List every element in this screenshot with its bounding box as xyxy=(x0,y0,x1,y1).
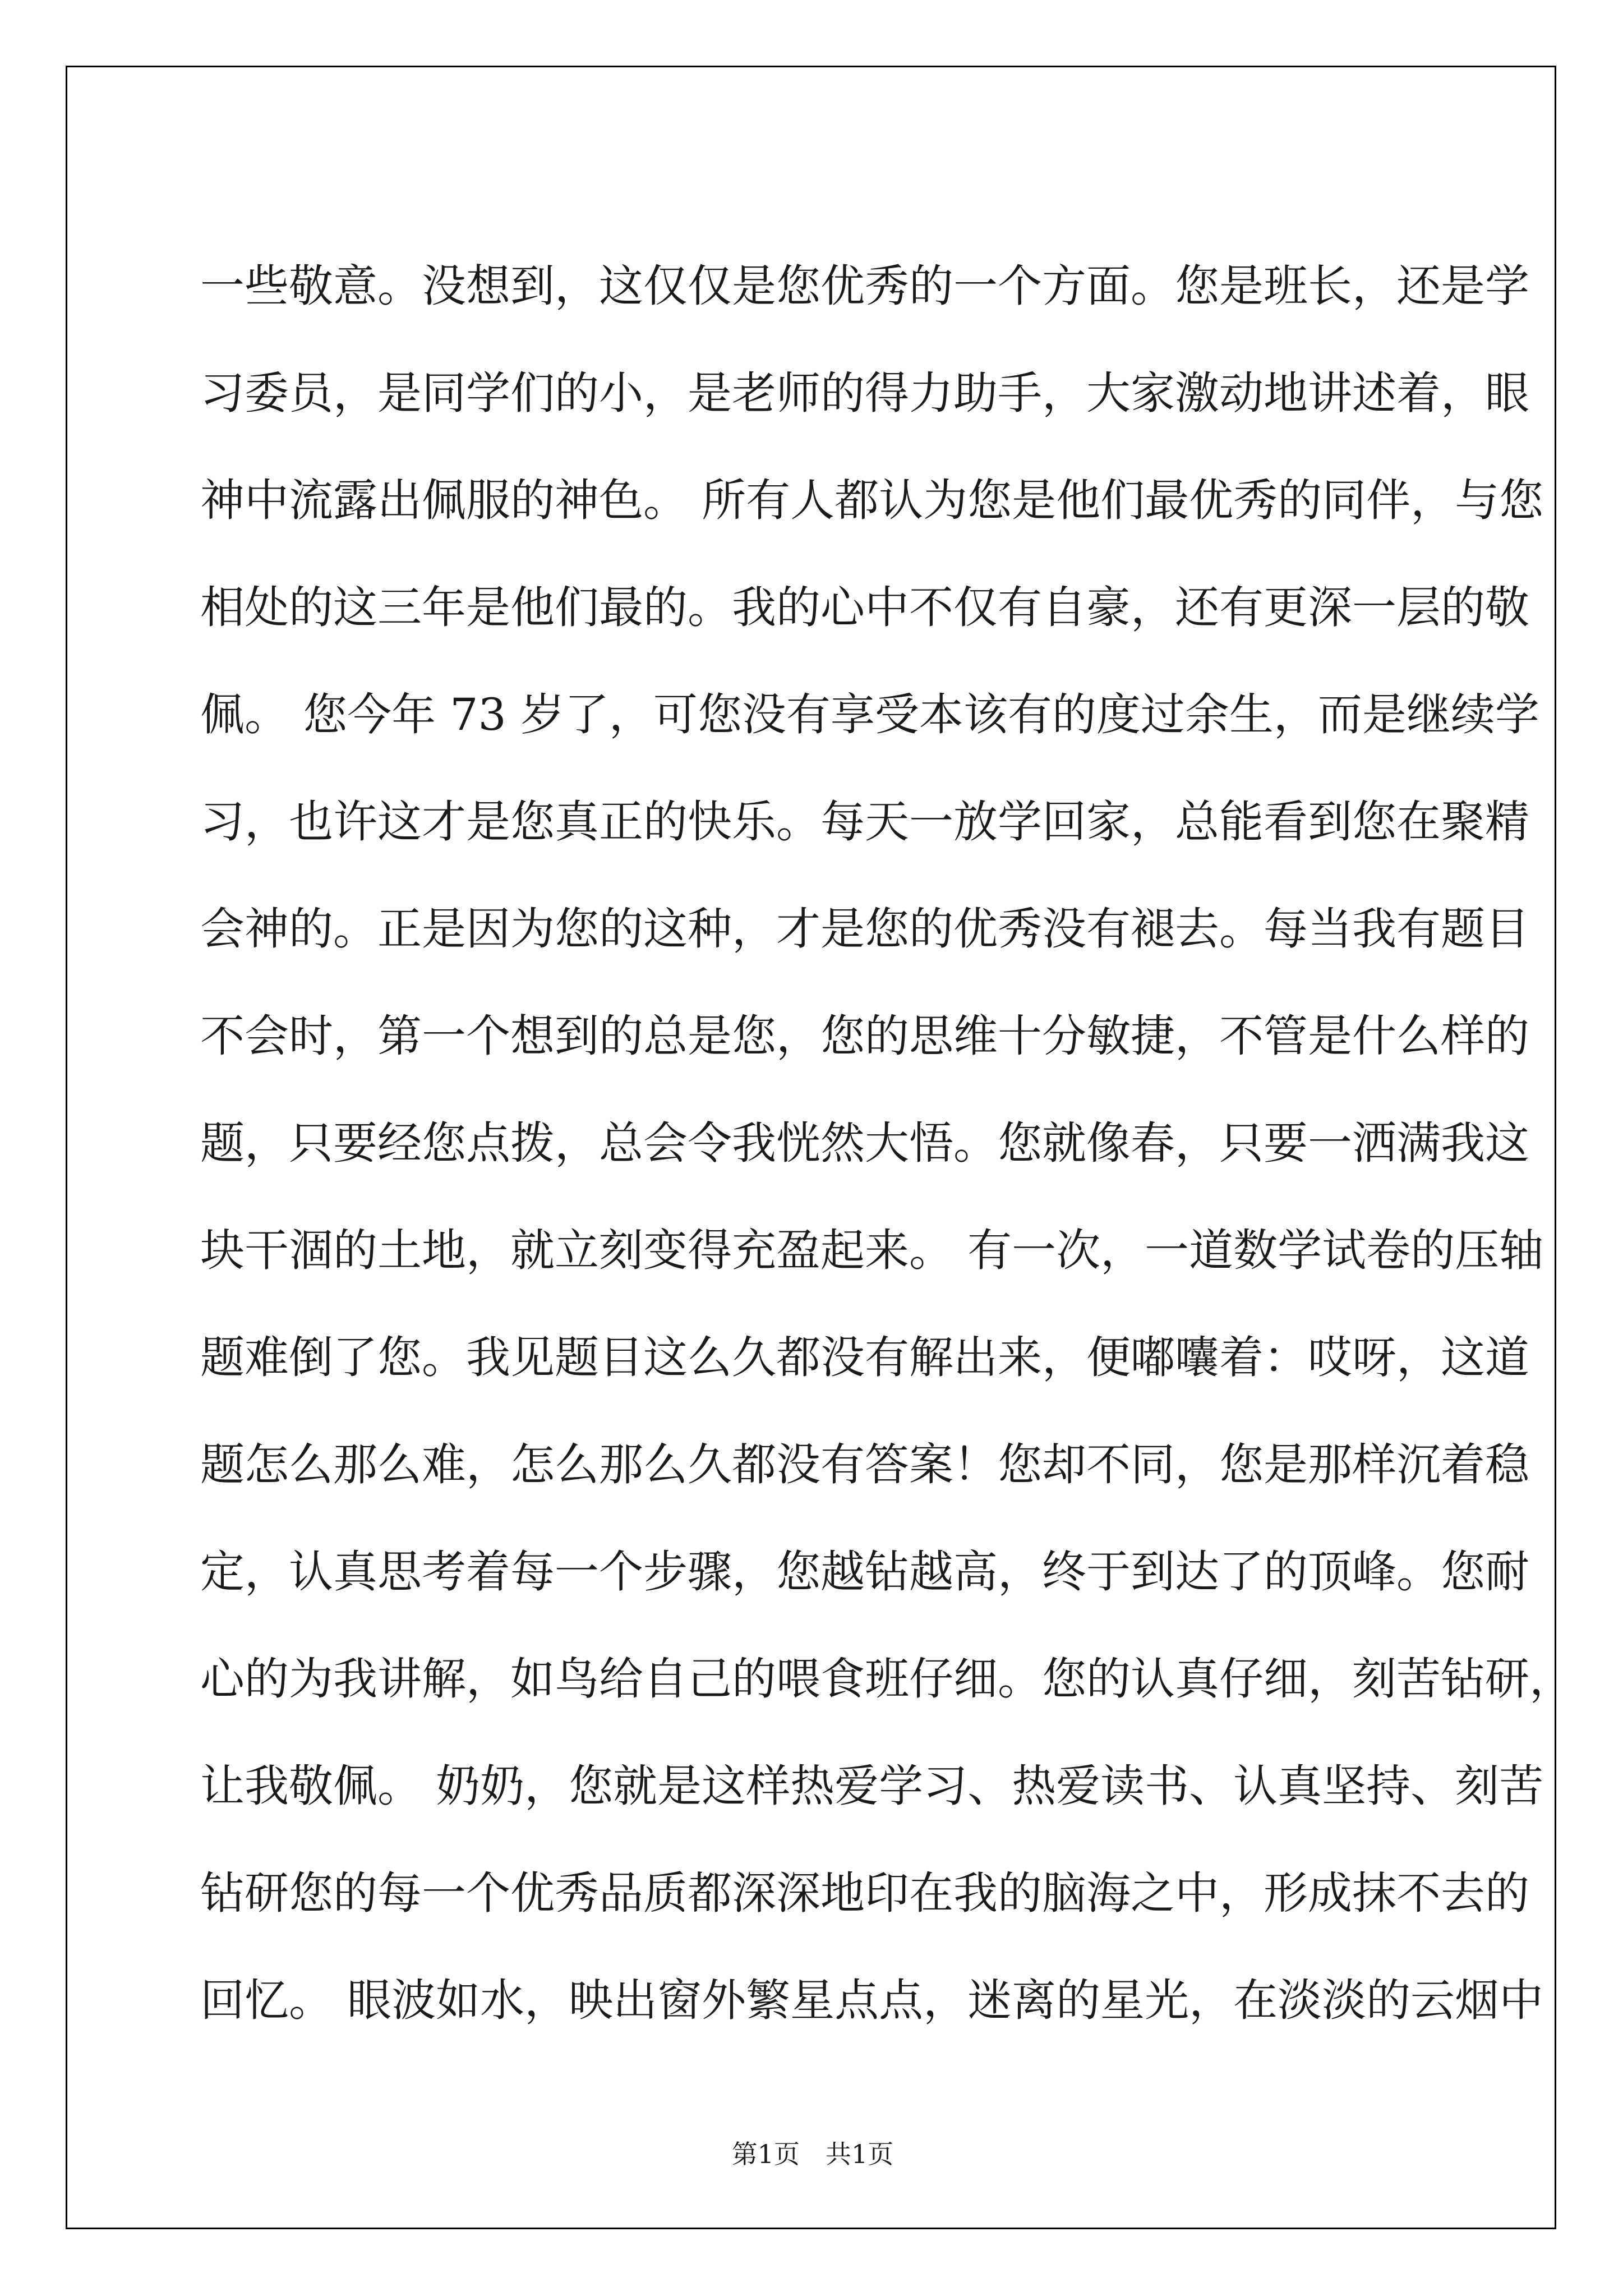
page-footer: 第1页 共1页 xyxy=(731,2139,894,2169)
text-line: 相处的这三年是他们最的。我的心中不仅有自豪，还有更深一层的敬 xyxy=(200,582,1529,633)
text-line: 块干涸的土地，就立刻变得充盈起来。 有一次，一道数学试卷的压轴 xyxy=(200,1225,1544,1276)
text-line: 题怎么那么难，怎么那么久都没有答案！您却不同，您是那样沉着稳 xyxy=(200,1439,1529,1490)
text-line: 心的为我讲解，如鸟给自己的喂食班仔细。您的认真仔细，刻苦钻研， xyxy=(200,1653,1574,1705)
text-line: 神中流露出佩服的神色。 所有人都认为您是他们最优秀的同伴，与您 xyxy=(200,475,1544,526)
text-line: 题难倒了您。我见题目这么久都没有解出来，便嘟囔着：哎呀，这道 xyxy=(200,1332,1529,1383)
text-line: 习，也许这才是您真正的快乐。每天一放学回家，总能看到您在聚精 xyxy=(200,796,1529,848)
text-line: 让我敬佩。 奶奶，您就是这样热爱学习、热爱读书、认真坚持、刻苦 xyxy=(200,1760,1544,1812)
text-line: 定，认真思考着每一个步骤，您越钻越高，终于到达了的顶峰。您耐 xyxy=(200,1546,1529,1598)
text-line: 题，只要经您点拨，总会令我恍然大悟。您就像春，只要一洒满我这 xyxy=(200,1117,1529,1169)
text-line: 佩。 您今年 73 岁了，可您没有享受本该有的度过余生，而是继续学 xyxy=(200,689,1539,740)
text-line: 习委员，是同学们的小，是老师的得力助手，大家激动地讲述着，眼 xyxy=(200,367,1529,419)
text-line: 钻研您的每一个优秀品质都深深地印在我的脑海之中，形成抹不去的 xyxy=(200,1867,1529,1919)
page-frame xyxy=(66,66,1574,2229)
text-line: 一些敬意。没想到，这仅仅是您优秀的一个方面。您是班长，还是学 xyxy=(200,260,1529,312)
text-line: 会神的。正是因为您的这种，才是您的优秀没有褪去。每当我有题目 xyxy=(200,903,1529,955)
text-line: 不会时，第一个想到的总是您，您的思维十分敏捷，不管是什么样的 xyxy=(200,1010,1529,1062)
text-line: 回忆。 眼波如水，映出窗外繁星点点，迷离的星光，在淡淡的云烟中 xyxy=(200,1975,1544,2026)
